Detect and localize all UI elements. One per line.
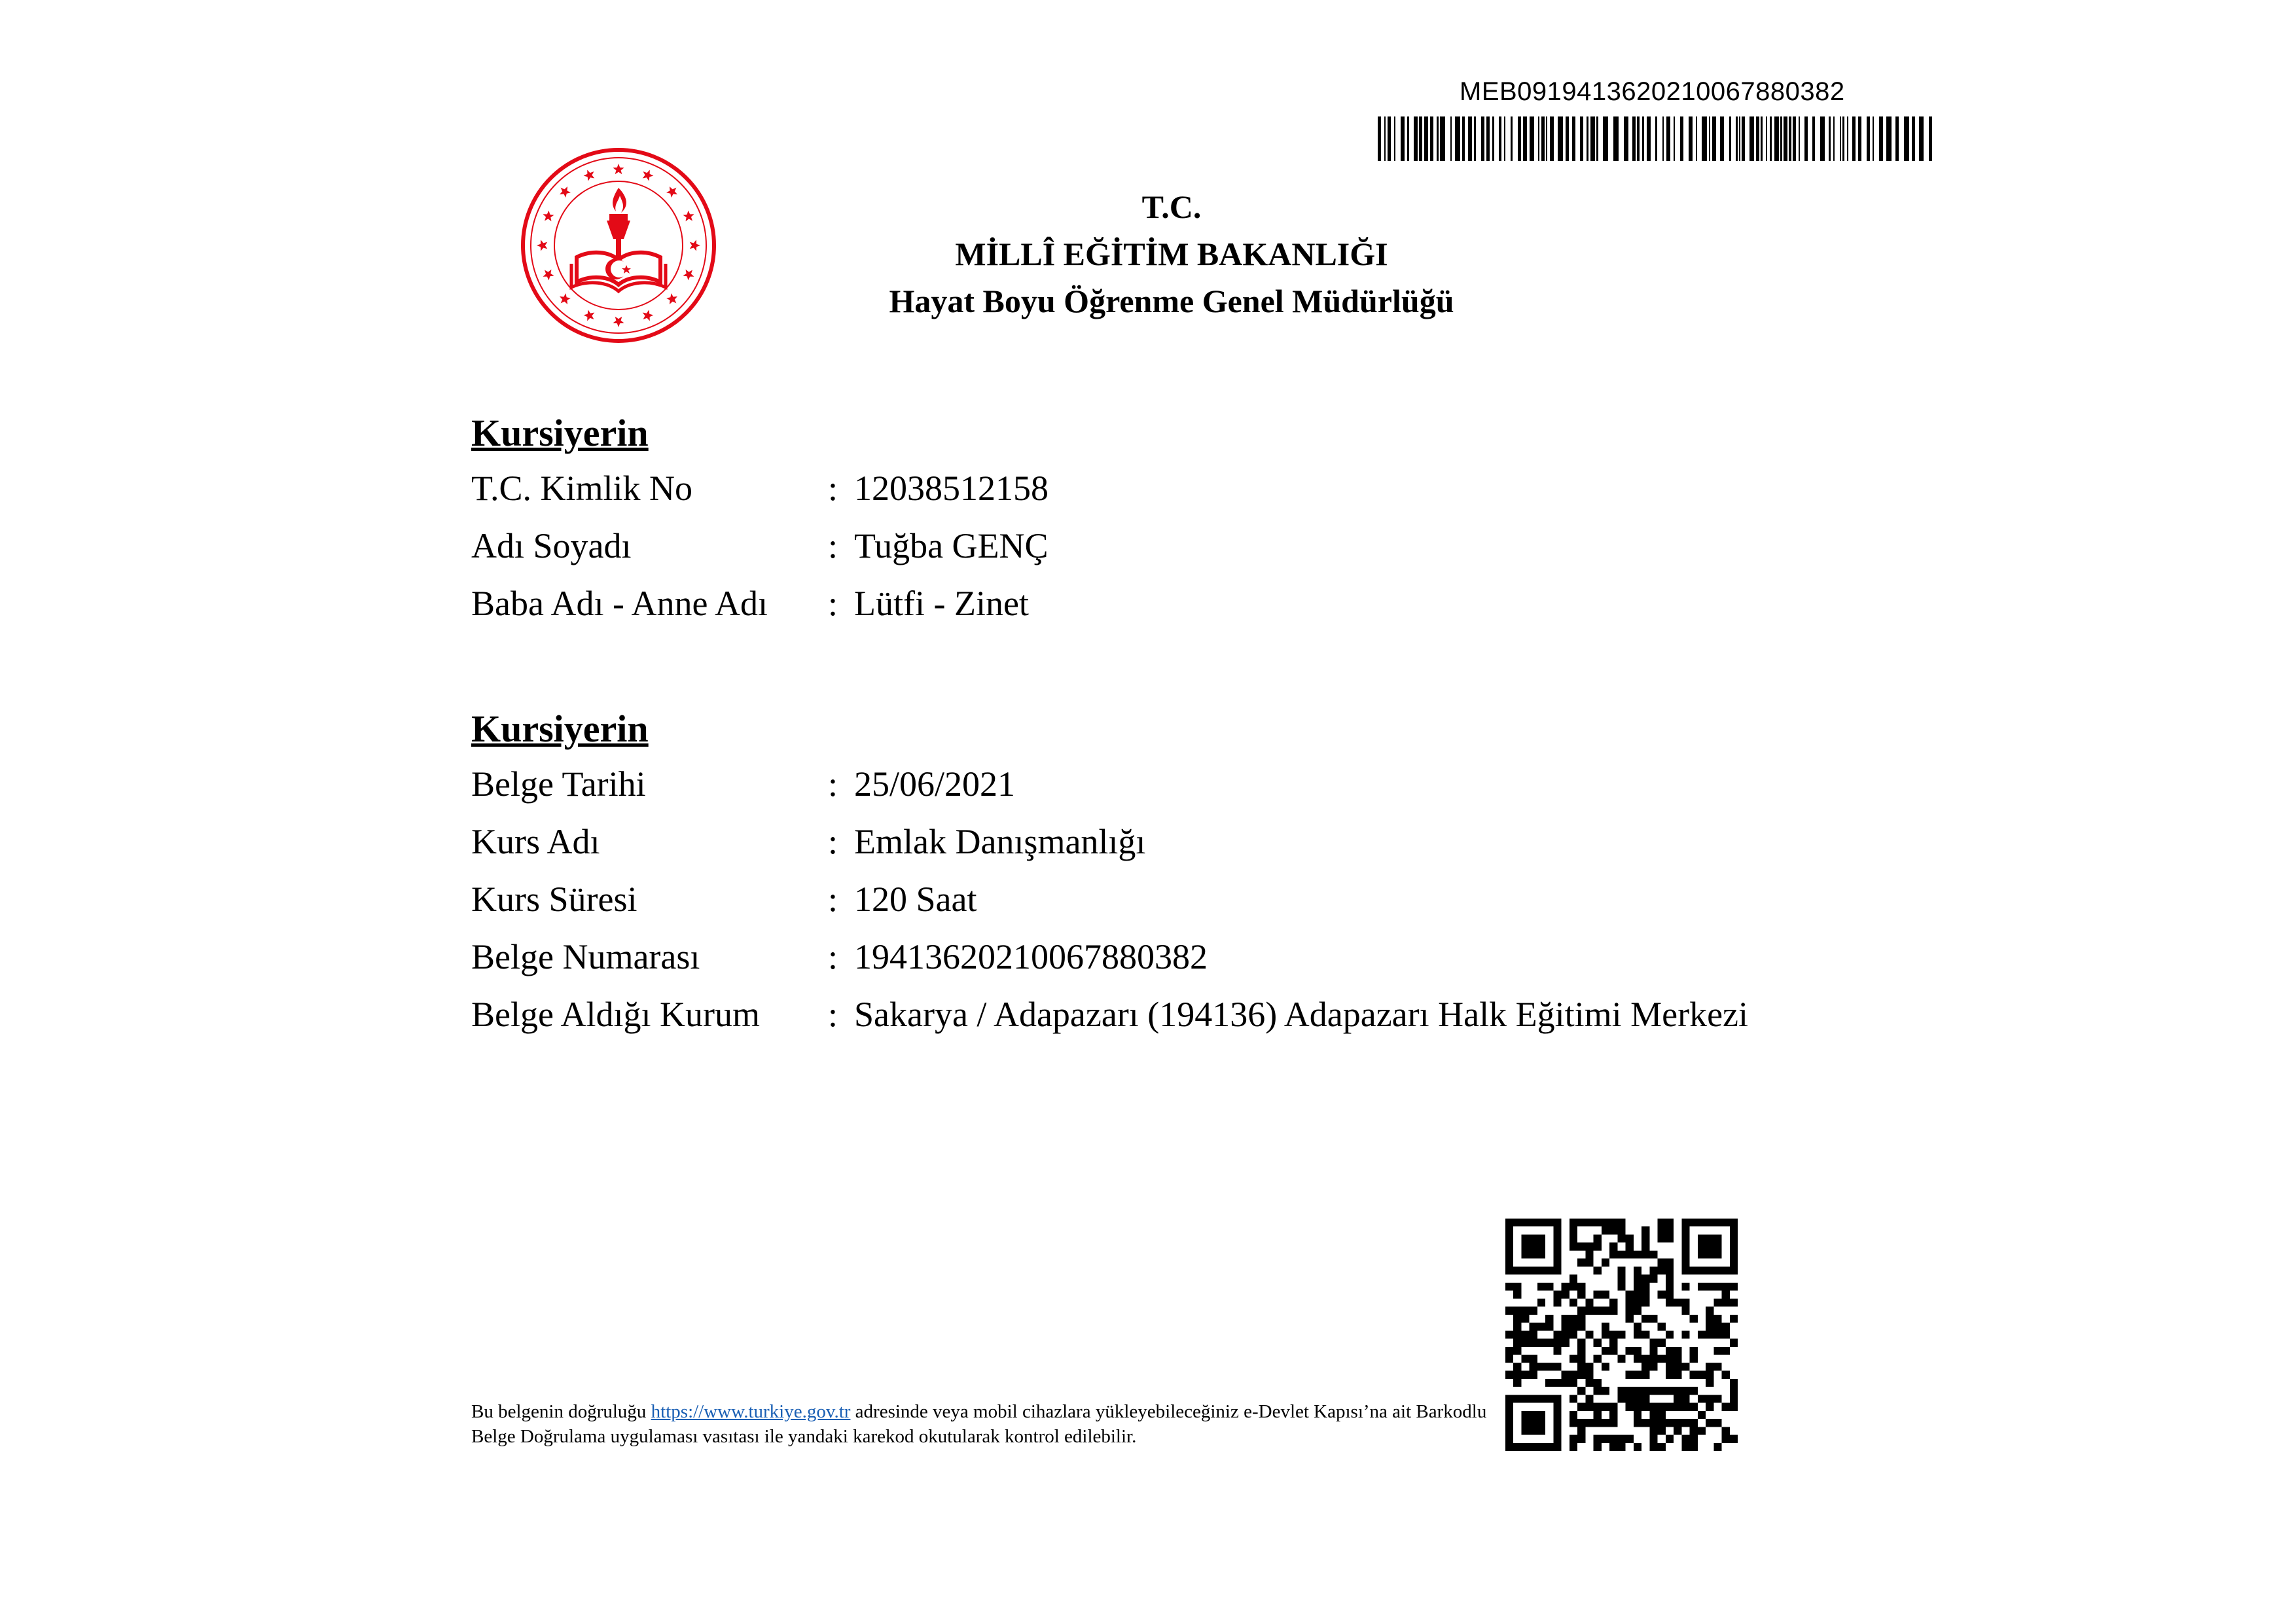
header-ministry: MİLLÎ EĞİTİM BAKANLIĞI xyxy=(955,236,1388,272)
field-label: Kurs Süresi xyxy=(471,880,637,919)
field-label: Kurs Adı xyxy=(471,822,600,861)
field-label: Baba Adı - Anne Adı xyxy=(471,584,768,623)
field-value: Tuğba GENÇ xyxy=(854,526,1049,565)
field-colon: : xyxy=(828,584,838,623)
field-label: T.C. Kimlik No xyxy=(471,469,693,508)
header-directorate: Hayat Boyu Öğrenme Genel Müdürlüğü xyxy=(889,283,1454,319)
qr-code-icon xyxy=(1505,1219,1738,1451)
document-header xyxy=(818,183,1525,325)
field-value: Lütfi - Zinet xyxy=(854,584,1029,623)
turkiye-gov-link[interactable]: https://www.turkiye.gov.tr xyxy=(651,1401,851,1422)
meb-emblem-icon xyxy=(520,147,717,344)
field-colon: : xyxy=(828,822,838,861)
field-colon: : xyxy=(828,937,838,976)
field-value: 19413620210067880382 xyxy=(854,937,1208,976)
field-colon: : xyxy=(828,995,838,1034)
field-value: Emlak Danışmanlığı xyxy=(854,822,1146,861)
field-label: Belge Aldığı Kurum xyxy=(471,995,760,1034)
field-value: Sakarya / Adapazarı (194136) Adapazarı Halk Eğitimi Merkezi xyxy=(854,995,1749,1034)
field-value: 25/06/2021 xyxy=(854,764,1016,804)
field-label: Adı Soyadı xyxy=(471,526,632,565)
field-colon: : xyxy=(828,880,838,919)
barcode-number: MEB0919413620210067880382 xyxy=(1460,77,1845,106)
field-colon: : xyxy=(828,469,838,508)
field-label: Belge Tarihi xyxy=(471,764,646,804)
verification-note xyxy=(471,1399,1532,1449)
field-value: 12038512158 xyxy=(854,469,1049,508)
note-text-before: Bu belgenin doğruluğu xyxy=(471,1401,651,1422)
section-title-certificate: Kursiyerin xyxy=(471,707,649,750)
field-colon: : xyxy=(828,526,838,565)
barcode-icon xyxy=(1378,116,1934,161)
section-title-trainee: Kursiyerin xyxy=(471,412,649,454)
field-label: Belge Numarası xyxy=(471,937,700,976)
note-text-after: adresinde veya mobil cihazlara yükleyebileceğiniz e-Devlet Kapısı’na ait Barkodlu Belge Doğrulama uygulaması vasıtası ile yandaki karekod okutularak kontrol edilebilir. xyxy=(471,1401,1487,1447)
field-colon: : xyxy=(828,764,838,804)
field-value: 120 Saat xyxy=(854,880,977,919)
header-tc: T.C. xyxy=(1141,188,1202,225)
